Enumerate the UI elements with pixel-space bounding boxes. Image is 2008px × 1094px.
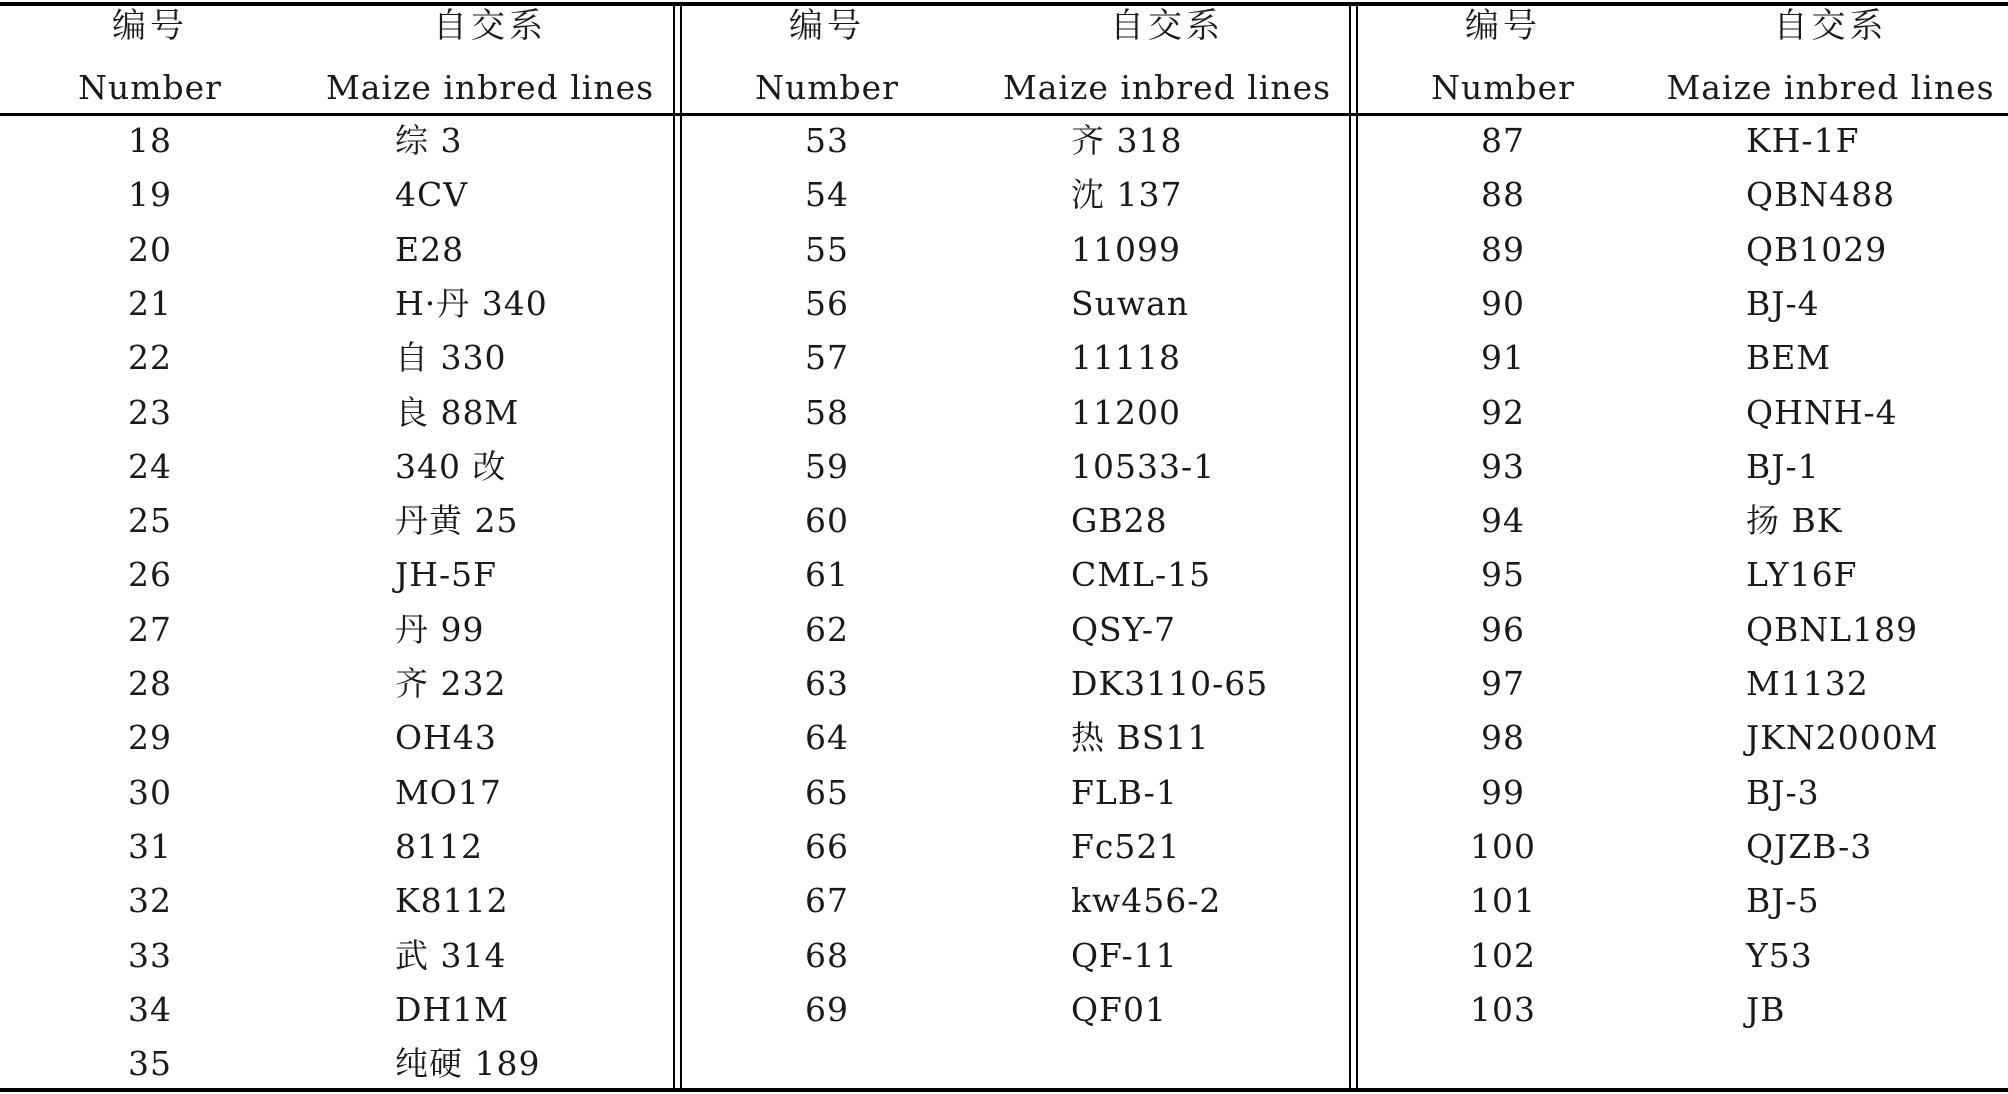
row-number: 22 xyxy=(128,338,172,377)
inbred-line-name: JH-5F xyxy=(395,555,498,594)
header-number-en: Number xyxy=(78,68,222,107)
row-number: 56 xyxy=(805,284,849,323)
inbred-line-name: 纯硬 189 xyxy=(395,1044,541,1083)
row-number: 30 xyxy=(128,773,172,812)
inbred-line-name: CML-15 xyxy=(1071,555,1212,594)
inbred-line-name: 沈 137 xyxy=(1071,175,1183,214)
row-number: 98 xyxy=(1481,718,1525,757)
inbred-line-name: BJ-4 xyxy=(1746,284,1820,323)
inbred-line-name: 丹黄 25 xyxy=(395,501,519,540)
row-number: 69 xyxy=(805,990,849,1029)
inbred-line-name: 4CV xyxy=(395,175,469,214)
row-number: 32 xyxy=(128,881,172,920)
inbred-line-name: 良 88M xyxy=(395,393,520,432)
inbred-line-name: 丹 99 xyxy=(395,610,485,649)
header-number-en: Number xyxy=(1431,68,1575,107)
inbred-line-name: 扬 BK xyxy=(1746,501,1843,540)
row-number: 24 xyxy=(128,447,172,486)
row-number: 87 xyxy=(1481,121,1525,160)
row-number: 94 xyxy=(1481,501,1525,540)
row-number: 64 xyxy=(805,718,849,757)
inbred-line-name: BEM xyxy=(1746,338,1832,377)
row-number: 20 xyxy=(128,230,172,269)
header-number-zh: 编号 xyxy=(112,6,188,46)
row-number: 35 xyxy=(128,1044,172,1083)
header-number-en: Number xyxy=(755,68,899,107)
inbred-line-name: 武 314 xyxy=(395,936,507,975)
inbred-line-name: 8112 xyxy=(395,827,483,866)
row-number: 101 xyxy=(1470,881,1536,920)
header-number-zh: 编号 xyxy=(1465,6,1541,46)
inbred-line-name: Suwan xyxy=(1071,284,1190,323)
inbred-line-name: Fc521 xyxy=(1071,827,1181,866)
row-number: 19 xyxy=(128,175,172,214)
inbred-line-name: LY16F xyxy=(1746,555,1858,594)
row-number: 31 xyxy=(128,827,172,866)
inbred-line-name: BJ-1 xyxy=(1746,447,1820,486)
inbred-line-name: MO17 xyxy=(395,773,502,812)
header-lines-en: Maize inbred lines xyxy=(1666,68,1995,107)
row-number: 95 xyxy=(1481,555,1525,594)
inbred-line-name: 齐 232 xyxy=(395,664,507,703)
inbred-line-name: KH-1F xyxy=(1746,121,1860,160)
row-number: 102 xyxy=(1470,936,1536,975)
inbred-line-name: 齐 318 xyxy=(1071,121,1183,160)
inbred-line-name: JB xyxy=(1746,990,1786,1029)
inbred-line-name: 11118 xyxy=(1071,338,1181,377)
inbred-line-name: FLB-1 xyxy=(1071,773,1178,812)
inbred-line-name: 11200 xyxy=(1071,393,1181,432)
header-bottom-rule xyxy=(0,113,2008,116)
row-number: 54 xyxy=(805,175,849,214)
inbred-line-name: 综 3 xyxy=(395,121,463,160)
header-lines-zh: 自交系 xyxy=(433,6,547,46)
header-number-zh: 编号 xyxy=(789,6,865,46)
row-number: 61 xyxy=(805,555,849,594)
row-number: 103 xyxy=(1470,990,1536,1029)
row-number: 27 xyxy=(128,610,172,649)
inbred-line-name: 自 330 xyxy=(395,338,507,377)
inbred-line-name: 340 改 xyxy=(395,447,507,486)
row-number: 68 xyxy=(805,936,849,975)
inbred-line-name: OH43 xyxy=(395,718,497,757)
row-number: 63 xyxy=(805,664,849,703)
row-number: 88 xyxy=(1481,175,1525,214)
inbred-line-name: BJ-5 xyxy=(1746,881,1820,920)
row-number: 23 xyxy=(128,393,172,432)
inbred-line-name: M1132 xyxy=(1746,664,1869,703)
inbred-line-name: JKN2000M xyxy=(1746,718,1939,757)
inbred-line-name: 11099 xyxy=(1071,230,1181,269)
inbred-line-name: QSY-7 xyxy=(1071,610,1176,649)
table-bottom-rule xyxy=(0,1088,2008,1092)
inbred-line-name: DK3110-65 xyxy=(1071,664,1269,703)
row-number: 28 xyxy=(128,664,172,703)
row-number: 93 xyxy=(1481,447,1525,486)
inbred-line-name: QJZB-3 xyxy=(1746,827,1873,866)
column-group-divider xyxy=(673,4,682,1090)
inbred-line-name: H·丹 340 xyxy=(395,284,548,323)
inbred-line-name: Y53 xyxy=(1746,936,1813,975)
row-number: 53 xyxy=(805,121,849,160)
row-number: 65 xyxy=(805,773,849,812)
header-lines-en: Maize inbred lines xyxy=(325,68,655,107)
header-lines-en: Maize inbred lines xyxy=(1002,68,1332,107)
inbred-line-name: QF-11 xyxy=(1071,936,1178,975)
inbred-line-name: QHNH-4 xyxy=(1746,393,1898,432)
row-number: 91 xyxy=(1481,338,1525,377)
row-number: 92 xyxy=(1481,393,1525,432)
inbred-line-name: 10533-1 xyxy=(1071,447,1216,486)
inbred-line-name: QB1029 xyxy=(1746,230,1888,269)
row-number: 89 xyxy=(1481,230,1525,269)
row-number: 59 xyxy=(805,447,849,486)
row-number: 26 xyxy=(128,555,172,594)
inbred-line-name: kw456-2 xyxy=(1071,881,1222,920)
row-number: 21 xyxy=(128,284,172,323)
row-number: 33 xyxy=(128,936,172,975)
row-number: 90 xyxy=(1481,284,1525,323)
inbred-line-name: E28 xyxy=(395,230,465,269)
row-number: 55 xyxy=(805,230,849,269)
row-number: 96 xyxy=(1481,610,1525,649)
row-number: 67 xyxy=(805,881,849,920)
header-lines-zh: 自交系 xyxy=(1773,6,1888,46)
row-number: 60 xyxy=(805,501,849,540)
inbred-line-name: BJ-3 xyxy=(1746,773,1820,812)
inbred-line-name: QBNL189 xyxy=(1746,610,1919,649)
row-number: 18 xyxy=(128,121,172,160)
header-lines-zh: 自交系 xyxy=(1110,6,1224,46)
row-number: 66 xyxy=(805,827,849,866)
inbred-line-name: K8112 xyxy=(395,881,509,920)
row-number: 57 xyxy=(805,338,849,377)
inbred-line-name: DH1M xyxy=(395,990,510,1029)
inbred-line-name: GB28 xyxy=(1071,501,1168,540)
row-number: 62 xyxy=(805,610,849,649)
row-number: 100 xyxy=(1470,827,1536,866)
row-number: 97 xyxy=(1481,664,1525,703)
row-number: 58 xyxy=(805,393,849,432)
row-number: 29 xyxy=(128,718,172,757)
row-number: 25 xyxy=(128,501,172,540)
row-number: 34 xyxy=(128,990,172,1029)
column-group-divider xyxy=(1349,4,1358,1090)
inbred-line-name: QF01 xyxy=(1071,990,1167,1029)
inbred-line-name: QBN488 xyxy=(1746,175,1896,214)
row-number: 99 xyxy=(1481,773,1525,812)
inbred-line-name: 热 BS11 xyxy=(1071,718,1210,757)
